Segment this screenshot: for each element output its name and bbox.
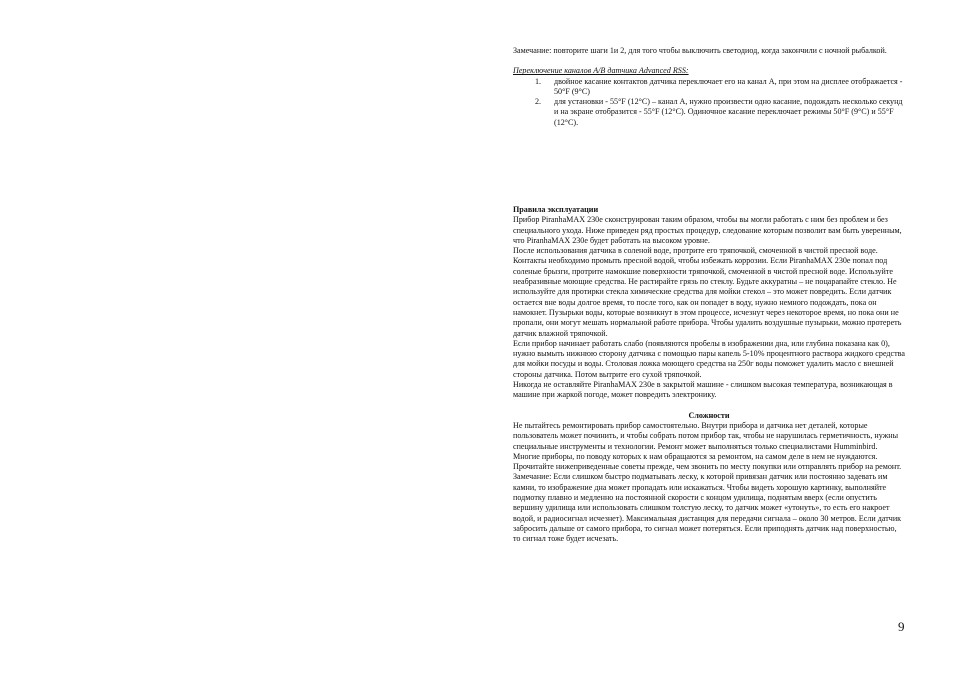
page-number: 9 bbox=[898, 619, 905, 634]
list-item-number: 2. bbox=[535, 97, 542, 107]
ab-channel-title bbox=[513, 66, 905, 76]
trouble-paragraph: Многие приборы, по поводу которых к нам обращаются за ремонтом, на самом деле в нем не нуждаются. Прочитайте нижеприведенные советы прежде, чем звонить по месту покупки или отправлять прибор на ремонт. bbox=[513, 451, 902, 472]
list-item-text: для установки - 55°F (12°C) – канал A, нужно произвести одно касание, подождать несколько секунд и на экране отобразится - 55°F (12°C). Одиночное касание переключает режимы 50°F (9°C) и 55°F (12°C). bbox=[554, 97, 903, 127]
trouble-paragraph: Замечание: Если слишком быстро подматывать леску, к которой привязан датчик или постоянно задевать им камни, то изображение дна может пропадать или искажаться. Чтобы видеть хорошую картинку, выполняйте подмотку плавно и медленно на постоянной скорости с концом удилища, поднятым вверх (если опустить вершину удилища или использовать слишком толстую леску, то датчик может «утонуть», то есть его накроет водой, и радиосигнал исчезнет). Максимальная дистанция для передачи сигнала – около 30 метров. Если датчик забросить дальше от самого прибора, то сигнал может потеряться. Если приподнять датчик над поверхностью, то сигнал тоже будет исчезать. bbox=[513, 472, 902, 544]
trouble-paragraph: Не пытайтесь ремонтировать прибор самостоятельно. Внутри прибора и датчика нет деталей, которые пользователь может починить, и чтобы собрать потом прибор так, чтобы не нарушилась герметичность, нужны специальные инструменты и технологии. Ремонт может выполняться только специалистами Humminbird. bbox=[513, 420, 899, 451]
list-item-number: 1. bbox=[535, 76, 542, 86]
night-fishing-note: Замечание: повторите шаги 1и 2, для того чтобы выключить светодиод, когда закончили с ночной рыбалкой. bbox=[513, 46, 887, 55]
rules-paragraph: Если прибор начинает работать слабо (появляются пробелы в изображении дна, или глубина показана как 0), нужно вымыть нижнюю сторону датчика с помощью пары капель 5-10% процентного раствора жидкого средства для мойки посуды и воды. Столовая ложка моющего средства на 250г воды поможет удалить масло с внешней стороны датчика. Потом вытрите его сухой тряпочкой. bbox=[513, 338, 905, 379]
top-section bbox=[513, 46, 905, 128]
rules-and-trouble-section bbox=[513, 205, 905, 545]
rules-heading: Правила эксплуатации bbox=[513, 205, 599, 214]
rules-paragraph: Никогда не оставляйте PiranhaMAX 230e в закрытой машине - слишком высокая температура, возникающая в машине при жаркой погоде, может повредить электронику. bbox=[513, 380, 893, 400]
ab-title-italic: Переключение каналов A/B датчика bbox=[513, 66, 637, 76]
list-item-text: двойное касание контактов датчика переключает его на канал A, при этом на дисплее отображается - 50°F (9°C) bbox=[554, 76, 903, 96]
ab-title-rest: Advanced RSS: bbox=[636, 66, 689, 76]
rules-paragraph: Прибор PiranhaMAX 230e сконструирован таким образом, чтобы вы могли работать с ним без проблем и без специального ухода. Ниже приведен ряд простых процедур, следование которым позволит вам быть уверенным, что PiranhaMAX 230e будет работать на высоком уровне. bbox=[513, 215, 902, 245]
trouble-heading: Сложности bbox=[688, 410, 730, 420]
list-item bbox=[513, 97, 905, 128]
ab-channel-list bbox=[513, 77, 905, 128]
rules-paragraph: После использования датчика в соленой воде, протрите его тряпочкой, смоченной в чистой пресной воде. Контакты необходимо промыть пресной водой, чтобы избежать коррозии. Если PiranhaMAX 230e попал под соленые брызги, протрите намокшие поверхности тряпочкой, смоченной в чистой пресной воде. Используйте неабразивные моющие средства. Не растирайте грязь по стеклу. Будьте аккуратны – не поцарапайте стекло. Не используйте для протирки стекла химические средства для мойки стекол – это может повредить. Если датчик остается вне воды долгое время, то после того, как он попадет в воду, нужно немного подождать, пока он намокнет. Пузырьки воды, которые возникнут в этом процессе, исчезнут через некоторое время, но пока они не пропали, они могут мешать нормальной работе прибора. Чтобы удалить воздушные пузырьки, можно протереть датчик влажной тряпочкой. bbox=[513, 246, 902, 338]
list-item bbox=[513, 77, 905, 98]
